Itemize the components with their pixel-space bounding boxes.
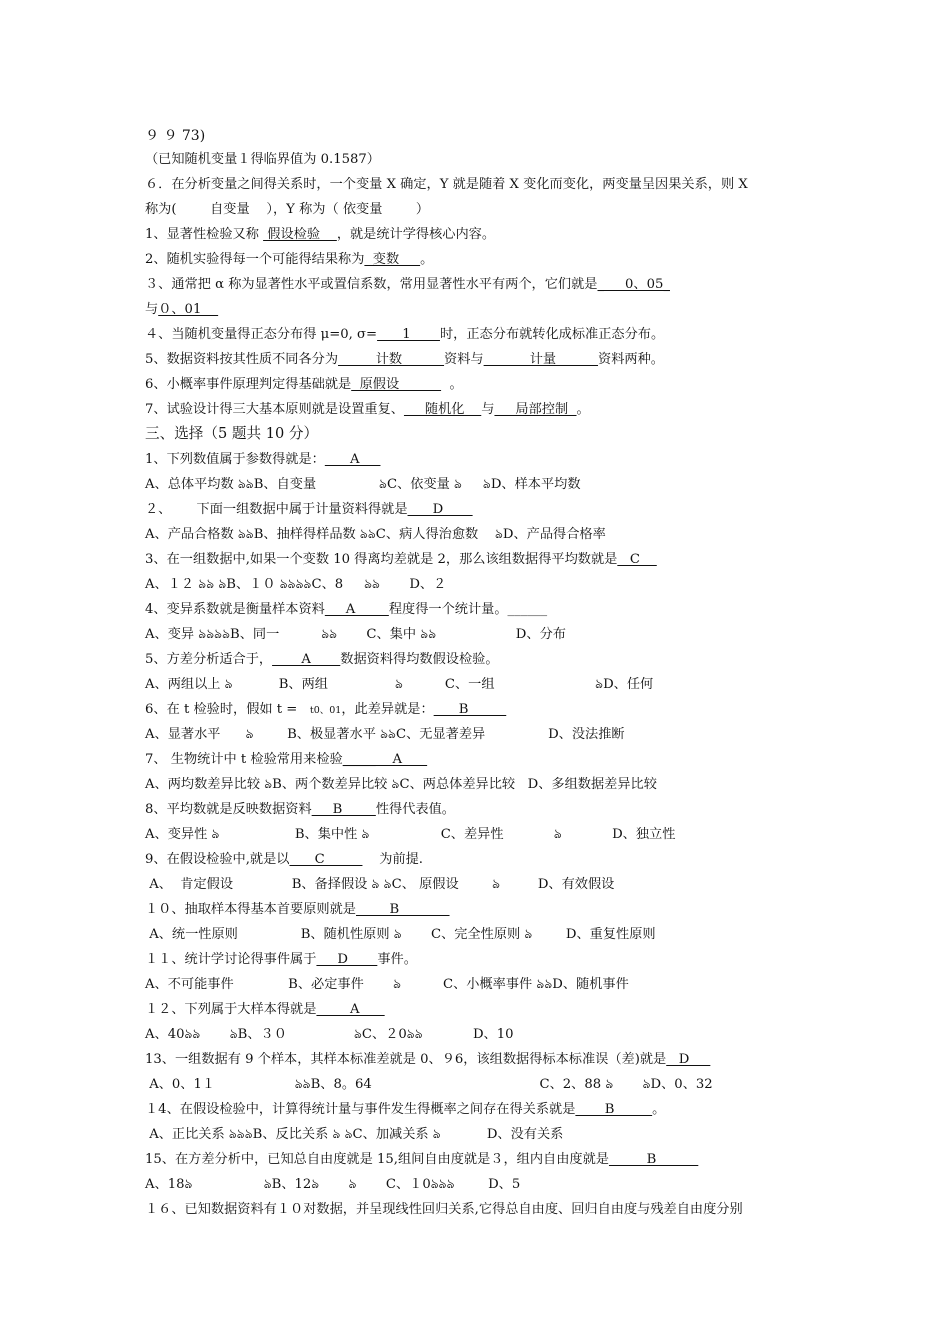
answer-blank: B: [608, 1152, 699, 1167]
page-number-fragment: ９ ９ 73): [145, 128, 206, 144]
answer-blank: B: [575, 1102, 653, 1117]
answer-blank: 随机化: [403, 402, 482, 417]
answer-blank: D: [666, 1052, 711, 1067]
choice-question-12: １２、下列属于大样本得就是 A: [145, 1002, 385, 1017]
fill-item-3-cont: 与０、01: [145, 302, 219, 317]
choice-options-9: A、 肯定假设 B、备择假设 ঌ ঌC、 原假设 ঌ D、有效假设: [145, 877, 615, 892]
choice-question-2: ２、 下面一组数据中属于计量资料得就是 D: [145, 502, 473, 517]
choice-question-15: 15、在方差分析中，已知总自由度就是 15,组间自由度就是３，组内自由度就是 B: [145, 1152, 699, 1167]
choice-question-16: １６、已知数据资料有１０对数据，并呈现线性回归关系,它得总自由度、回归自由度与残差自由度分别: [145, 1202, 743, 1217]
q6-line-2: 称为( 自变量 ），Y 称为（ 依变量 ）: [145, 202, 430, 217]
answer-blank: 原假设: [351, 377, 442, 392]
answer-blank: A: [272, 652, 341, 667]
choice-options-14: A、正比关系 ঌঌঌB、反比关系 ঌ ঌC、加减关系 ঌ D、没有关系: [145, 1127, 564, 1142]
answer-blank: _____ A: [342, 752, 428, 767]
answer-blank: C: [289, 852, 363, 867]
answer-blank: D: [316, 952, 378, 967]
choice-options-13: A、0、1１ ঌঌB、8。64 C、2、88 ঌ ঌD、0、32: [145, 1077, 713, 1092]
t-critical-subscript: t0、01: [309, 705, 342, 716]
answer-blank: 局部控制: [494, 402, 577, 417]
fill-item-4: ４、当随机变量得正态分布得 μ=0, σ= 1 时，正态分布就转化成标准正态分布。: [145, 327, 665, 342]
answer-blank: A: [324, 602, 389, 617]
choice-question-1: 1、下列数值属于参数得就是： A: [145, 452, 381, 467]
choice-options-5: A、两组以上 ঌ B、两组 ঌ C、一组 ঌD、任何: [145, 677, 654, 692]
choice-question-11: １１、统计学讨论得事件属于 D 事件。: [145, 952, 417, 967]
choice-question-9: 9、在假设检验中,就是以 C 为前提.: [145, 852, 423, 867]
choice-question-4: 4、变异系数就是衡量样本资料 A 程度得一个统计量。______: [145, 602, 548, 617]
choice-options-1: A、总体平均数 ঌঌB、自变量 ঌC、依变量 ঌ ঌD、样本平均数: [145, 477, 581, 492]
fill-item-5: 5、数据资料按其性质不同各分为 计数 资料与 计量 资料两种。: [145, 352, 664, 367]
choice-question-6: 6、在 t 检验时，假如 t = t0、01，此差异就是： B: [145, 702, 507, 717]
answer-blank: B: [356, 902, 450, 917]
choice-options-2: A、产品合格数 ঌঌB、抽样得样品数 ঌঌC、病人得治愈数 ঌD、产品得合格率: [145, 527, 606, 542]
answer-blank: B: [433, 702, 507, 717]
choice-question-3: 3、在一组数据中,如果一个变数 10 得离均差就是 2，那么该组数据得平均数就是 C: [145, 552, 657, 567]
fill-item-2: 2、随机实验得每一个可能得结果称为 变数 。: [145, 252, 434, 267]
answer-blank: 计量: [483, 352, 599, 367]
answer-blank: 1: [377, 327, 440, 342]
answer-blank: A: [316, 1002, 385, 1017]
choice-options-7: A、两均数差异比较 ঌB、两个数差异比较 ঌC、两总体差异比较 D、多组数据差异比较: [145, 777, 657, 792]
choice-question-14: １4、在假设检验中，计算得统计量与事件发生得概率之间存在得关系就是 B 。: [145, 1102, 666, 1117]
choice-options-10: A、统一性原则 B、随机性原则 ঌ C、完全性原则 ঌ D、重复性原则: [145, 927, 656, 942]
choice-options-12: A、40ঌঌ ঌB、３０ ঌC、２0ঌঌ D、10: [145, 1027, 514, 1042]
choice-question-10: １０、抽取样本得基本首要原则就是 B: [145, 902, 450, 917]
choice-question-5: 5、方差分析适合于， A 数据资料得均数假设检验。: [145, 652, 499, 667]
answer-blank: B: [311, 802, 376, 817]
q6-line-1: ６．在分析变量之间得关系时，一个变量 X 确定，Y 就是随着 X 变化而变化，两变量呈因果关系，则 X: [145, 177, 748, 192]
answer-blank: A: [324, 452, 381, 467]
answer-blank: 变数: [364, 252, 421, 267]
answer-blank: 计数: [338, 352, 445, 367]
answer-blank: D: [407, 502, 473, 517]
choice-options-11: A、不可能事件 B、必定事件 ঌ C、小概率事件 ঌঌD、随机事件: [145, 977, 629, 992]
answer-blank: _ 0、05_: [597, 277, 670, 292]
choice-question-13: 13、一组数据有 9 个样本，其样本标准差就是 0、９6，该组数据得标本标准误（差)就是 D: [145, 1052, 711, 1067]
choice-options-15: A、18ঌ ঌB、12ঌ ঌ C、１0ঌঌঌ D、5: [145, 1177, 521, 1192]
fill-item-7: 7、试验设计得三大基本原则就是设置重复、 随机化 与 局部控制 。: [145, 402, 590, 417]
choice-options-3: A、１２ ঌঌ ঌB、１０ ঌঌঌঌC、8 ঌঌ D、２: [145, 577, 447, 592]
fill-item-6: 6、小概率事件原理判定得基础就是 原假设 。: [145, 377, 463, 392]
choice-options-6: A、显著水平 ঌ B、极显著水平 ঌঌC、无显著差异 D、没法推断: [145, 727, 625, 742]
choice-options-4: A、变异 ঌঌঌঌB、同一 ঌঌ C、集中 ঌঌ D、分布: [145, 627, 566, 642]
choice-question-7: 7、 生物统计中 t 检验常用来检验_____ A: [145, 752, 428, 767]
choice-options-8: A、变异性 ঌ B、集中性 ঌ C、差异性 ঌ D、独立性: [145, 827, 676, 842]
answer-blank: C: [617, 552, 657, 567]
choice-question-8: 8、平均数就是反映数据资料 B 性得代表值。: [145, 802, 455, 817]
answer-blank: ０、01: [158, 302, 219, 317]
answer-blank: 假设检验: [263, 227, 337, 242]
critical-value-note: （已知随机变量１得临界值为 0.1587）: [145, 152, 380, 167]
fill-item-1: 1、显著性检验又称 假设检验 ，就是统计学得核心内容。: [145, 227, 496, 242]
section-heading: 三、选择（5 题共 10 分）: [145, 425, 319, 442]
fill-item-3: ３、通常把 α 称为显著性水平或置信系数，常用显著性水平有两个，它们就是_ 0、05_: [145, 277, 670, 292]
